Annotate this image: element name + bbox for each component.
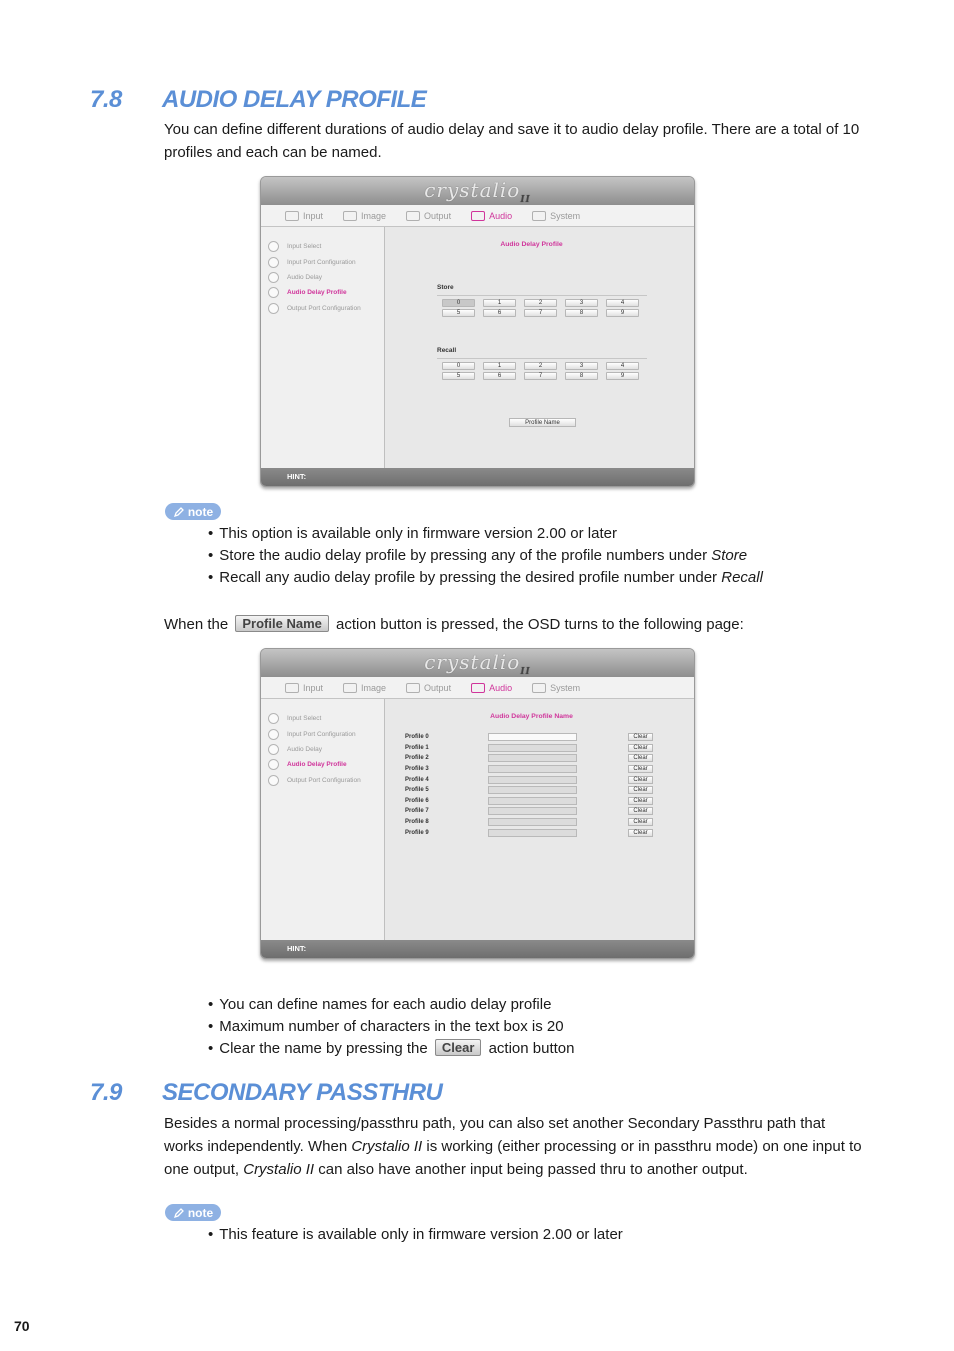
store-button-6[interactable]: 6 <box>483 309 516 317</box>
clear-button[interactable]: Clear <box>628 733 653 741</box>
osd-page-title: Audio Delay Profile Name <box>490 713 573 720</box>
store-button-8[interactable]: 8 <box>565 309 598 317</box>
section-heading-7-9 <box>90 1079 442 1107</box>
recall-button-5[interactable]: 5 <box>442 372 475 380</box>
list-item: • This option is available only in firmware version 2.00 or later <box>208 523 763 545</box>
list-item: • Recall any audio delay profile by pressing the desired profile number under Recall <box>208 567 763 589</box>
sidebar-item-output-port-config[interactable]: Output Port Configuration <box>261 301 384 316</box>
profile-name-input[interactable] <box>488 744 577 752</box>
sidebar-item-input-port-config[interactable]: Input Port Configuration <box>261 726 384 741</box>
store-label: Store <box>437 284 454 291</box>
menu-input[interactable]: Input <box>285 683 323 693</box>
sidebar-item-audio-delay[interactable]: Audio Delay <box>261 270 384 285</box>
clear-button[interactable]: Clear <box>628 807 653 815</box>
sidebar-item-input-port-config[interactable]: Input Port Configuration <box>261 254 384 269</box>
clear-button[interactable]: Clear <box>628 765 653 773</box>
menu-output[interactable]: Output <box>406 683 451 693</box>
osd-header <box>261 177 694 205</box>
recall-button-2[interactable]: 2 <box>524 362 557 370</box>
table-row: Profile 4 Clear <box>405 774 653 785</box>
osd-hint-bar: HINT: <box>261 468 694 486</box>
profile-name-input[interactable] <box>488 818 577 826</box>
osd-menu-bar <box>261 205 694 227</box>
recall-buttons <box>442 362 639 380</box>
recall-button-7[interactable]: 7 <box>524 372 557 380</box>
store-button-4[interactable]: 4 <box>606 299 639 307</box>
store-button-9[interactable]: 9 <box>606 309 639 317</box>
table-row: Profile 8 Clear <box>405 817 653 828</box>
menu-audio[interactable]: Audio <box>471 683 512 693</box>
recall-button-6[interactable]: 6 <box>483 372 516 380</box>
profile-name-bullets <box>208 994 575 1060</box>
store-button-3[interactable]: 3 <box>565 299 598 307</box>
recall-label: Recall <box>437 347 457 354</box>
menu-output[interactable]: Output <box>406 211 451 221</box>
when-line: When the Profile Name action button is pressed, the OSD turns to the following page: <box>164 616 744 633</box>
osd-sidebar <box>261 227 385 468</box>
sidebar-item-input-select[interactable]: Input Select <box>261 239 384 254</box>
profile-name-button[interactable]: Profile Name <box>509 418 576 427</box>
sidebar-item-input-select[interactable]: Input Select <box>261 711 384 726</box>
recall-button-0[interactable]: 0 <box>442 362 475 370</box>
osd-page-title: Audio Delay Profile <box>500 241 563 248</box>
osd-sidebar <box>261 699 385 940</box>
table-row: Profile 9 Clear <box>405 827 653 838</box>
profile-name-input[interactable] <box>488 829 577 837</box>
pencil-icon <box>173 506 185 518</box>
osd-menu-bar <box>261 677 694 699</box>
section-number: 7.8 <box>90 86 122 113</box>
store-button-0[interactable]: 0 <box>442 299 475 307</box>
menu-audio[interactable]: Audio <box>471 211 512 221</box>
clear-inline-button: Clear <box>435 1039 482 1056</box>
table-row: Profile 3 Clear <box>405 764 653 775</box>
eye-icon <box>343 683 357 693</box>
recall-button-8[interactable]: 8 <box>565 372 598 380</box>
menu-system[interactable]: System <box>532 683 580 693</box>
clear-button[interactable]: Clear <box>628 776 653 784</box>
store-button-5[interactable]: 5 <box>442 309 475 317</box>
crystalio-logo: crystalio$_{II}$ <box>424 177 531 205</box>
store-buttons <box>442 299 639 317</box>
gear-icon <box>532 683 546 693</box>
clear-button[interactable]: Clear <box>628 797 653 805</box>
list-item: • Store the audio delay profile by pressing any of the profile numbers under Store <box>208 545 763 567</box>
note-badge: note <box>165 503 221 520</box>
table-row: Profile 7 Clear <box>405 806 653 817</box>
sidebar-item-audio-delay-profile[interactable]: Audio Delay Profile <box>261 757 384 772</box>
recall-button-3[interactable]: 3 <box>565 362 598 370</box>
speaker-icon <box>471 683 485 693</box>
list-item: • Clear the name by pressing the Clear action button <box>208 1038 575 1060</box>
eye-icon <box>343 211 357 221</box>
table-row: Profile 5 Clear <box>405 785 653 796</box>
section-title: SECONDARY PASSTHRU <box>162 1079 443 1106</box>
sidebar-item-audio-delay[interactable]: Audio Delay <box>261 742 384 757</box>
list-item: • This feature is available only in firmware version 2.00 or later <box>208 1224 623 1246</box>
menu-input[interactable]: Input <box>285 211 323 221</box>
table-row: Profile 2 Clear <box>405 753 653 764</box>
profile-name-input[interactable] <box>488 797 577 805</box>
list-item: • Maximum number of characters in the text box is 20 <box>208 1016 575 1038</box>
clear-button[interactable]: Clear <box>628 754 653 762</box>
table-row: Profile 0 Clear <box>405 732 653 743</box>
sidebar-item-audio-delay-profile[interactable]: Audio Delay Profile <box>261 285 384 300</box>
page-number: 70 <box>14 1318 30 1334</box>
profile-name-input[interactable] <box>488 786 577 794</box>
clear-button[interactable]: Clear <box>628 818 653 826</box>
profile-name-input[interactable] <box>488 776 577 784</box>
recall-button-9[interactable]: 9 <box>606 372 639 380</box>
section-heading-7-8 <box>90 86 426 114</box>
sidebar-item-output-port-config[interactable]: Output Port Configuration <box>261 773 384 788</box>
list-item: • You can define names for each audio delay profile <box>208 994 575 1016</box>
table-row: Profile 1 Clear <box>405 743 653 754</box>
note-badge: note <box>165 1204 221 1221</box>
section-number: 7.9 <box>90 1079 122 1106</box>
recall-button-1[interactable]: 1 <box>483 362 516 370</box>
crystalio-logo: crystalio$_{II}$ <box>424 649 531 677</box>
clear-button[interactable]: Clear <box>628 829 653 837</box>
table-row: Profile 6 Clear <box>405 796 653 807</box>
clear-button[interactable]: Clear <box>628 786 653 794</box>
secondary-passthru-paragraph: Besides a normal processing/passthru path, you can also set another Secondary Passthru path that works independently. When Crystalio II is working (either processing or in passthru mode) on one input to one output, Crystalio II can also have another input being passed thru to another output. <box>164 1115 862 1178</box>
menu-system[interactable]: System <box>532 211 580 221</box>
output-icon <box>406 211 420 221</box>
osd-screenshot-audio-delay-profile <box>260 176 695 487</box>
osd-screenshot-audio-delay-profile-name <box>260 648 695 959</box>
clear-button[interactable]: Clear <box>628 744 653 752</box>
store-button-2[interactable]: 2 <box>524 299 557 307</box>
recall-button-4[interactable]: 4 <box>606 362 639 370</box>
output-icon <box>406 683 420 693</box>
gear-icon <box>532 211 546 221</box>
osd-hint-bar: HINT: <box>261 940 694 958</box>
menu-image[interactable]: Image <box>343 683 386 693</box>
profile-name-input[interactable] <box>488 733 577 741</box>
profile-name-inline-button: Profile Name <box>235 615 328 632</box>
section-title: AUDIO DELAY PROFILE <box>162 86 427 113</box>
menu-image[interactable]: Image <box>343 211 386 221</box>
speaker-icon <box>471 211 485 221</box>
pencil-icon <box>173 1207 185 1219</box>
profile-name-input[interactable] <box>488 765 577 773</box>
note2-bullets <box>208 1224 623 1246</box>
store-button-1[interactable]: 1 <box>483 299 516 307</box>
profile-name-input[interactable] <box>488 754 577 762</box>
profile-name-rows <box>405 732 653 838</box>
input-icon <box>285 683 299 693</box>
intro-paragraph: You can define different durations of audio delay and save it to audio delay profile. There are a total of 10 profiles and each can be named. <box>164 121 860 161</box>
profile-name-input[interactable] <box>488 807 577 815</box>
input-icon <box>285 211 299 221</box>
store-button-7[interactable]: 7 <box>524 309 557 317</box>
osd-header <box>261 649 694 677</box>
note1-bullets <box>208 523 763 589</box>
